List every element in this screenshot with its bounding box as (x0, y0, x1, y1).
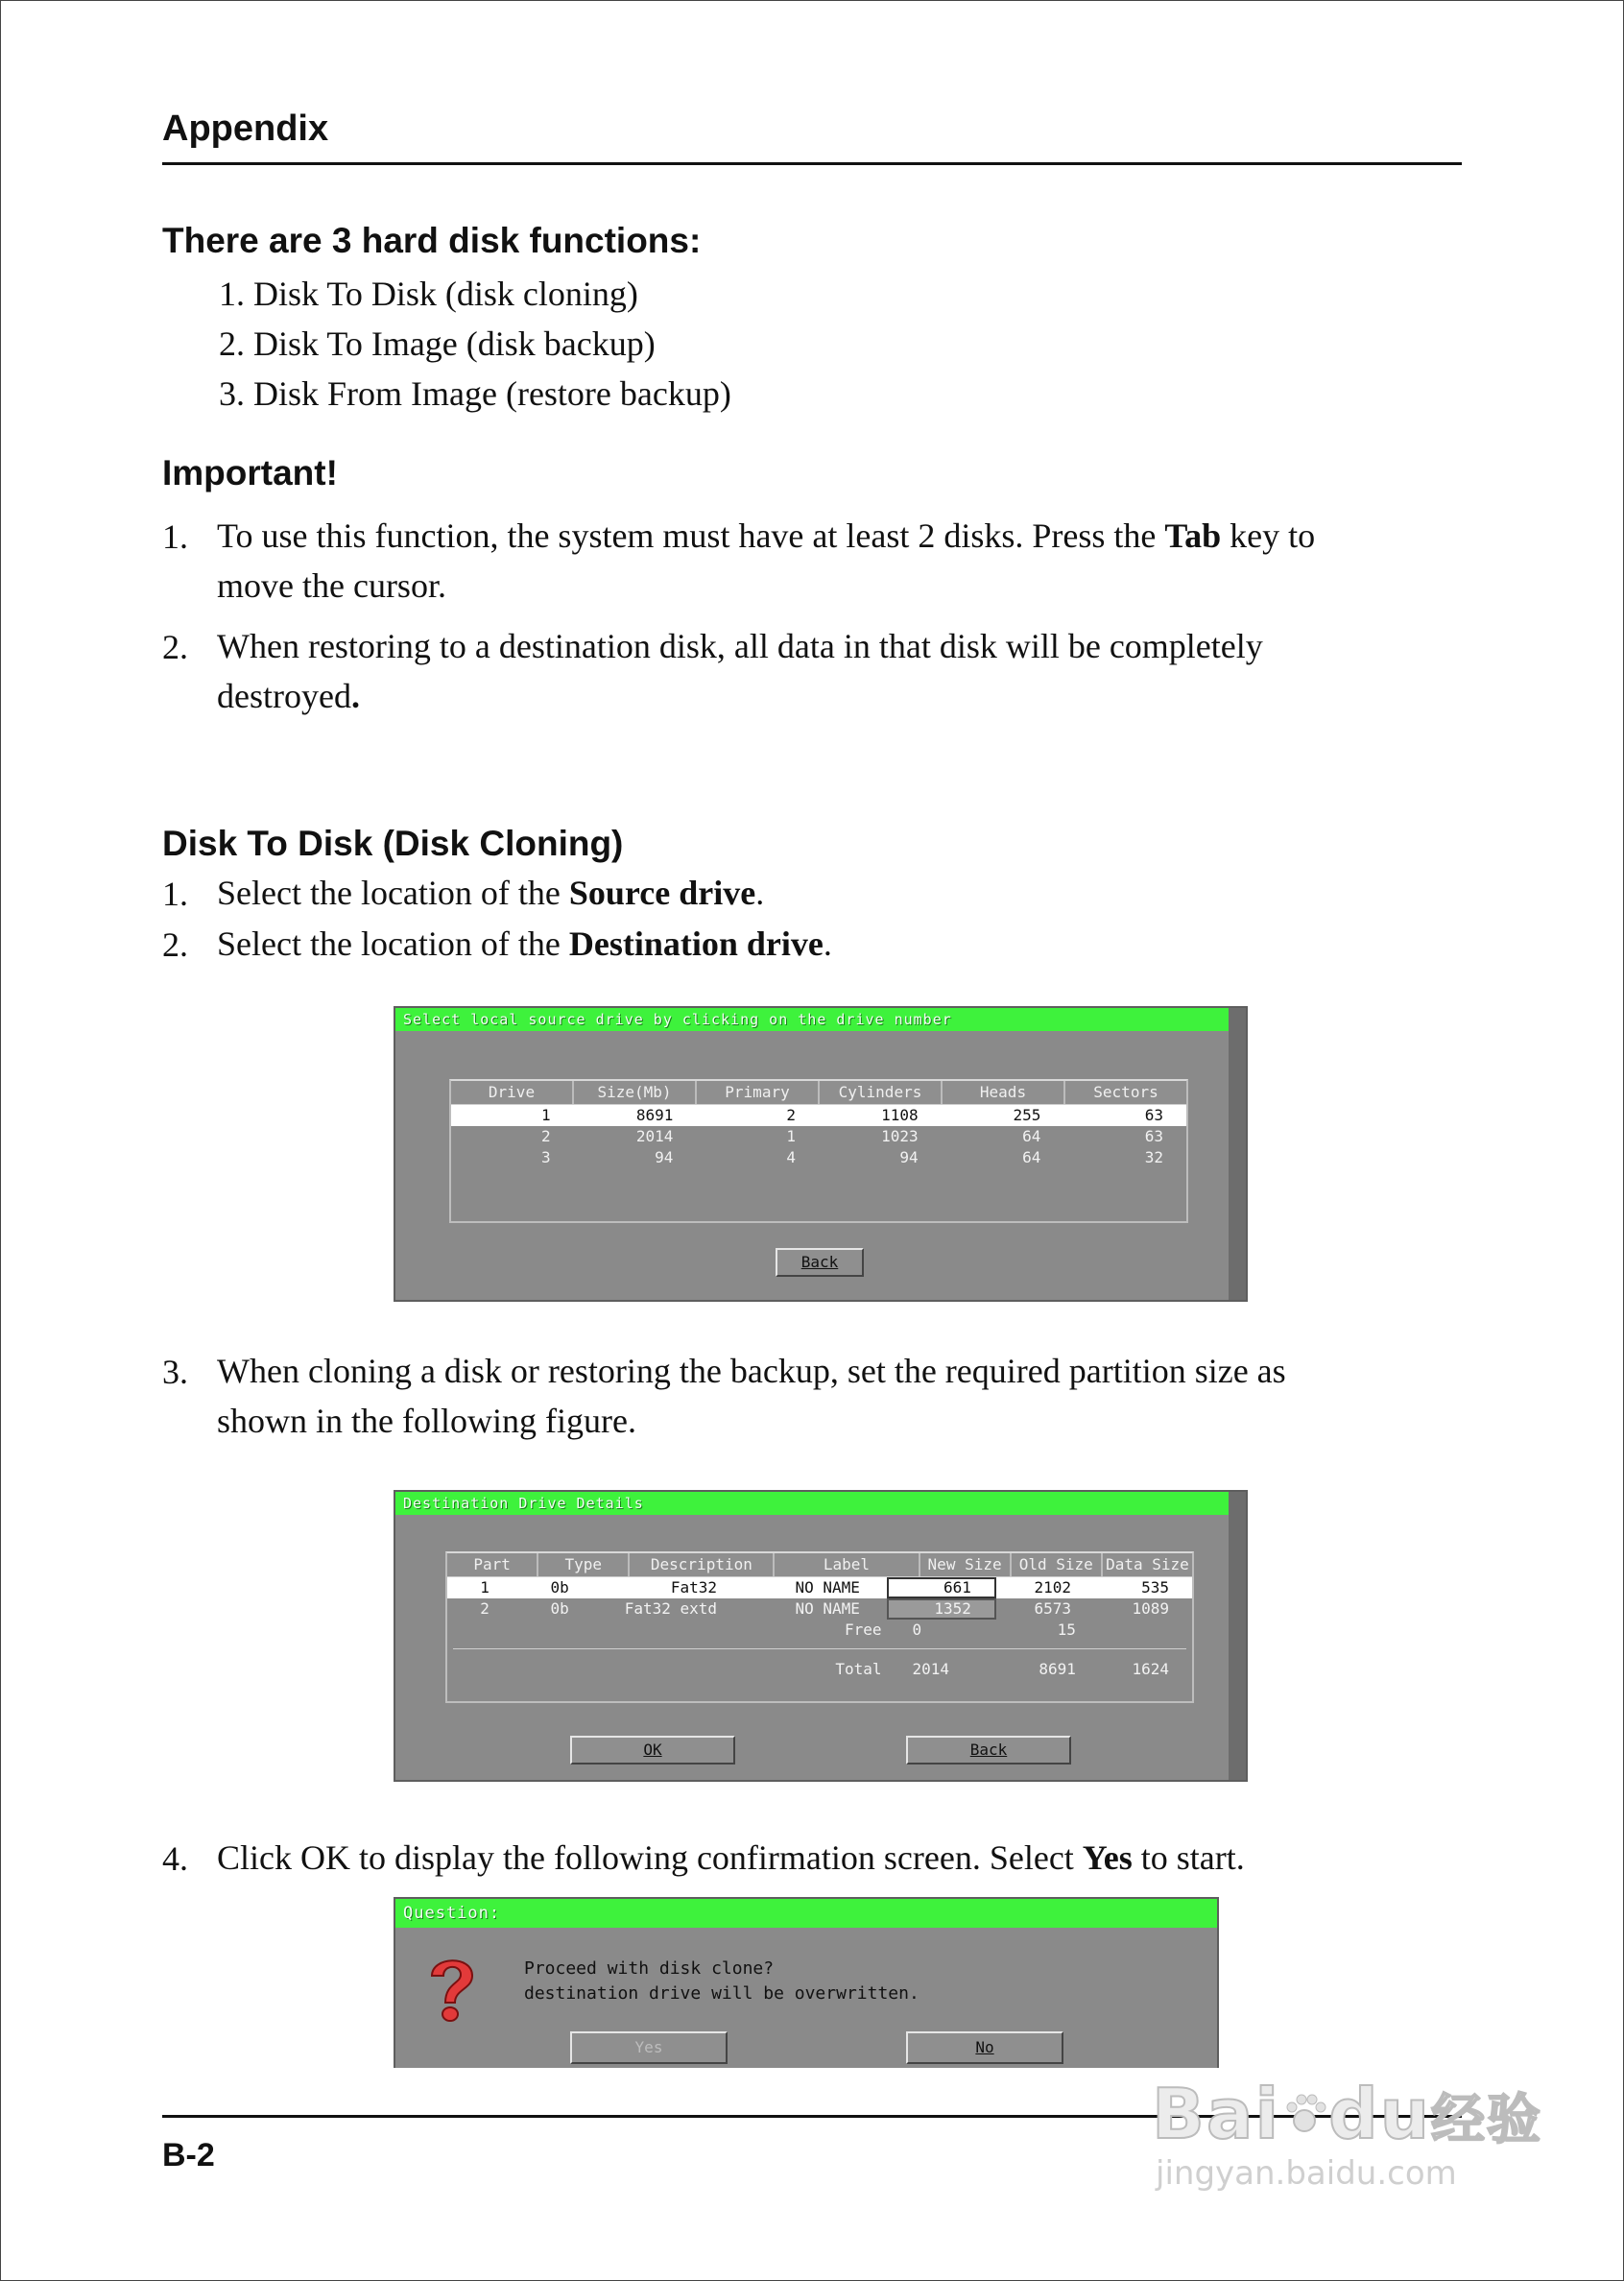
page-number: B-2 (162, 2137, 215, 2173)
new-size-input[interactable]: 661 (887, 1577, 996, 1598)
column-header: Drive (451, 1081, 574, 1104)
dialog-title: Question: (395, 1899, 1217, 1928)
column-header: Primary (697, 1081, 820, 1104)
column-header: Label (775, 1553, 919, 1576)
column-header: Heads (943, 1081, 1065, 1104)
important-heading: Important! (162, 453, 338, 492)
important-item-1: To use this function, the system must have at least 2 disks. Press the Tab key to move the cursor. (217, 516, 1316, 605)
question-message: Proceed with disk clone? destination drive will be overwritten. (524, 1958, 919, 2004)
important-item-2: When restoring to a destination disk, all data in that disk will be completely destroyed. (217, 627, 1263, 715)
question-mark-icon (422, 1949, 480, 2026)
column-header: New Size (920, 1553, 1012, 1576)
table-row[interactable]: 3 94 4 94 64 32 (541, 1148, 1164, 1166)
list-number: 1. (162, 875, 188, 913)
list-item: 3. Disk From Image (restore backup) (219, 374, 731, 413)
list-number: 2. (162, 628, 188, 666)
destination-drive-dialog (394, 1490, 1248, 1782)
dialog-edge (1229, 1008, 1246, 1300)
cloning-step-2: Select the location of the Destination drive. (217, 924, 832, 963)
table-row[interactable]: 2 0b Fat32 extd NO NAME 1352 6573 1089 (480, 1599, 1170, 1618)
baidu-watermark: Bai du经验 jingyan.baidu.com (1152, 2074, 1542, 2193)
header-rule (162, 162, 1462, 165)
dialog-title: Destination Drive Details (395, 1492, 1229, 1515)
column-header: Sectors (1093, 1083, 1158, 1101)
table-header (451, 1081, 1186, 1105)
new-size-input[interactable]: 1352 (887, 1598, 996, 1620)
table-row[interactable]: 1 8691 2 1108 255 63 (451, 1105, 1186, 1126)
question-dialog (394, 1897, 1219, 2068)
column-header: Description (630, 1553, 775, 1576)
column-header: Old Size (1012, 1553, 1103, 1576)
functions-heading: There are 3 hard disk functions: (162, 221, 702, 260)
no-button[interactable]: No (906, 2031, 1063, 2064)
cloning-step-3: When cloning a disk or restoring the backup, set the required partition size as shown in the following figure. (217, 1352, 1286, 1440)
list-number: 1. (162, 517, 188, 556)
cloning-step-1: Select the location of the Source drive. (217, 874, 765, 912)
cloning-step-4: Click OK to display the following confirmation screen. Select Yes to start. (217, 1838, 1245, 1877)
column-header: Data Size (1106, 1555, 1189, 1573)
back-button[interactable]: Back (906, 1736, 1071, 1765)
back-button[interactable]: Back (776, 1248, 864, 1277)
paw-icon (1280, 2074, 1328, 2122)
total-row: Total 2014 8691 1624 (835, 1660, 1170, 1678)
table-row: Free 0 15 (844, 1621, 1076, 1639)
list-item: 1. Disk To Disk (disk cloning) (219, 275, 638, 313)
list-number: 3. (162, 1353, 188, 1391)
list-item: 2. Disk To Image (disk backup) (219, 324, 656, 363)
source-drive-dialog (394, 1006, 1248, 1302)
page-header: Appendix (162, 108, 329, 149)
partition-table (445, 1551, 1194, 1703)
column-header: Size(Mb) (574, 1081, 697, 1104)
functions-list (219, 269, 731, 419)
dialog-edge (1229, 1492, 1246, 1780)
cloning-heading: Disk To Disk (Disk Cloning) (162, 824, 624, 863)
ok-button[interactable]: OK (570, 1736, 735, 1765)
column-header: Type (538, 1553, 630, 1576)
column-header: Part (447, 1553, 538, 1576)
total-divider (453, 1648, 1186, 1649)
column-header: Cylinders (820, 1081, 943, 1104)
yes-button[interactable]: Yes (570, 2031, 728, 2064)
table-header (447, 1553, 1192, 1577)
table-row[interactable]: 2 2014 1 1023 64 63 (541, 1127, 1164, 1145)
dialog-title: Select local source drive by clicking on the drive number (395, 1008, 1229, 1031)
list-number: 2. (162, 925, 188, 964)
drive-table (449, 1079, 1188, 1223)
table-row[interactable]: 1 0b Fat32 NO NAME 661 2102 535 (447, 1577, 1192, 1598)
list-number: 4. (162, 1839, 188, 1878)
